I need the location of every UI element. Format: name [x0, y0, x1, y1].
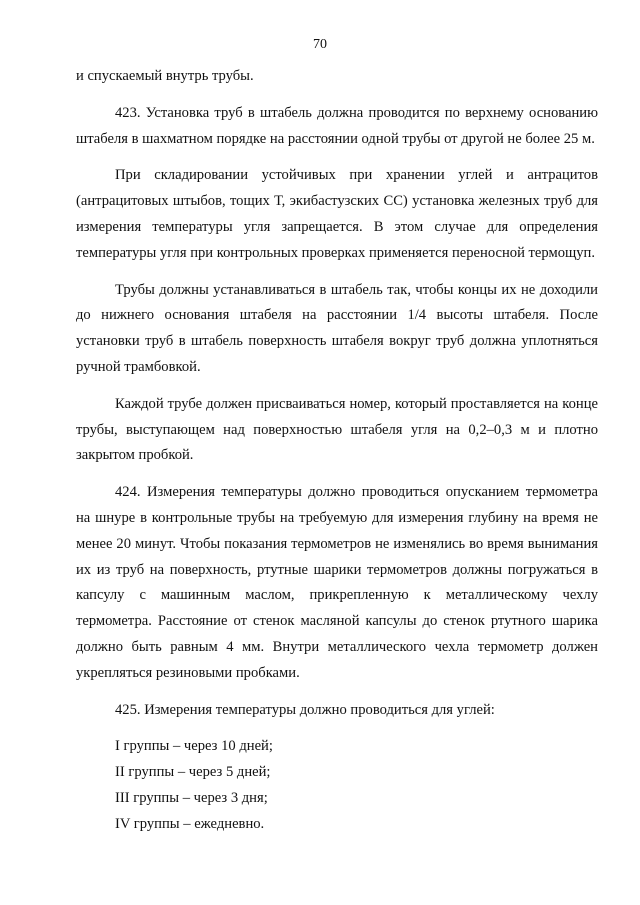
list-item: III группы – через 3 дня; — [115, 789, 268, 806]
document-body — [76, 64, 598, 838]
list-item: I группы – через 10 дней; — [115, 738, 273, 755]
paragraph-423: 423. Установка труб в штабель должна проводится по верхнему основанию штабеля в шахматном порядке на расстоянии одной трубы от другой не более 25 м. — [76, 104, 598, 147]
paragraph-425: 425. Измерения температуры должно проводиться для углей: — [115, 701, 495, 718]
paragraph-pipe-numbering: Каждой трубе должен присваиваться номер, который проставляется на конце трубы, выступающем над поверхностью штабеля угля на 0,2–0,3 м и плотно закрытом пробкой. — [76, 395, 598, 464]
coal-group-list — [76, 734, 598, 837]
paragraph-424: 424. Измерения температуры должно проводиться опусканием термометра на шнуре в контрольные трубы на требуемую для измерения глубину на время не менее 20 минут. Чтобы показания термометров не изменялись во время вынимания их из труб на поверхность, ртутные шарики термометров должны погружаться в капсулу с машинным маслом, прикрепленную к металлическому чехлу термометра. Расстояние от стенок масляной капсулы до стенок ртутного шарика должно быть равным 4 мм. Внутри металлического чехла термометр должен укрепляться резиновыми пробками. — [76, 484, 598, 681]
paragraph-continuation: и спускаемый внутрь трубы. — [76, 68, 254, 84]
page-number: 70 — [313, 37, 327, 52]
list-item: II группы – через 5 дней; — [115, 764, 271, 781]
paragraph-pipe-installation: Трубы должны устанавливаться в штабель так, чтобы концы их не доходили до нижнего основания штабеля на расстоянии 1/4 высоты штабеля. После установки труб в штабель поверхность штабеля вокруг труб должна уплотняться ручной трамбовкой. — [76, 281, 598, 375]
paragraph-storage-restriction: При складировании устойчивых при хранении углей и антрацитов (антрацитовых штыбов, тощих Т, экибастузских СС) установка железных труб для измерения температуры угля запрещается. В этом случае для определения температуры угля при контрольных проверках применяется переносной термощуп. — [76, 167, 598, 261]
list-item: IV группы – ежедневно. — [115, 815, 265, 832]
